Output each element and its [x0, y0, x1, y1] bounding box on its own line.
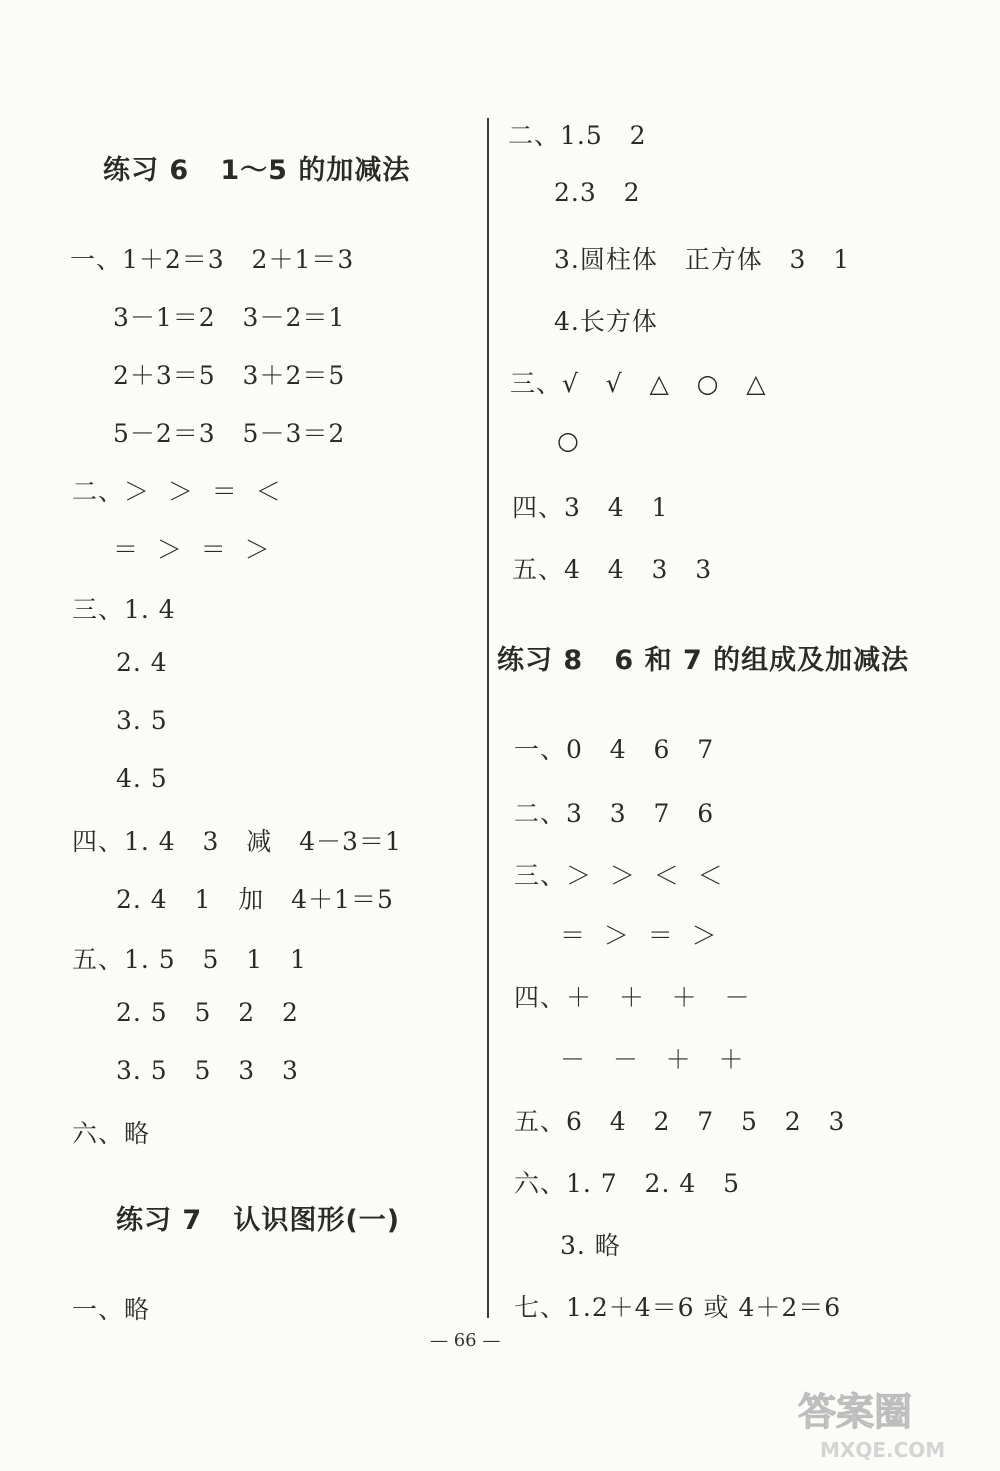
- answer-line: 三、√ √ △ ○ △: [510, 369, 767, 398]
- answer-line: 2. 4 1 加 4＋1＝5: [116, 885, 394, 914]
- answer-line: 3.圆柱体 正方体 3 1: [554, 245, 851, 274]
- answer-line: 3. 5 5 3 3: [116, 1056, 299, 1085]
- answer-line: 3. 略: [560, 1231, 621, 1260]
- answer-line: 四、1. 4 3 减 4－3＝1: [72, 827, 402, 856]
- svg-text:答案圈: 答案圈: [798, 1390, 913, 1434]
- answer-line: 六、略: [72, 1119, 151, 1148]
- answer-line: 五、1. 5 5 1 1: [72, 945, 307, 974]
- answer-line: 二、1.5 2: [508, 121, 647, 150]
- answer-line: 一、0 4 6 7: [514, 735, 715, 764]
- answer-line: 一、1＋2＝3 2＋1＝3: [70, 245, 355, 274]
- answer-line: 四、3 4 1: [512, 493, 669, 522]
- answer-line: 5－2＝3 5－3＝2: [113, 419, 346, 448]
- answer-line: 2. 5 5 2 2: [116, 998, 299, 1027]
- answer-line: 2.3 2: [554, 178, 641, 207]
- answer-line: 六、1. 7 2. 4 5: [514, 1169, 740, 1198]
- answer-line: ○: [557, 426, 580, 455]
- column-divider: [487, 118, 489, 1318]
- answer-line: 2＋3＝5 3＋2＝5: [113, 361, 346, 390]
- answer-line: 五、4 4 3 3: [512, 555, 713, 584]
- exercise-7-heading: 练习 7 认识图形(一): [116, 1205, 401, 1236]
- answer-line: 3－1＝2 3－2＝1: [113, 303, 346, 332]
- answer-line: 七、1.2＋4＝6 或 4＋2＝6: [514, 1293, 842, 1322]
- answer-line: 3. 5: [116, 706, 168, 735]
- answer-line: 4.长方体: [554, 307, 658, 336]
- watermark-logo: [790, 1385, 990, 1465]
- answer-line: 二、＞ ＞ ＝ ＜: [72, 477, 282, 506]
- page-number: — 66 —: [430, 1330, 501, 1351]
- answer-line: 五、6 4 2 7 5 2 3: [514, 1107, 846, 1136]
- answer-line: 三、1. 4: [72, 595, 176, 624]
- answer-line: 二、3 3 7 6: [514, 799, 715, 828]
- answer-line: 4. 5: [116, 764, 168, 793]
- answer-line: 三、＞ ＞ ＜ ＜: [514, 861, 724, 890]
- answer-line: ＝ ＞ ＝ ＞: [560, 921, 718, 950]
- answer-line: ＝ ＞ ＝ ＞: [113, 535, 271, 564]
- answer-line: 2. 4: [116, 648, 168, 677]
- answer-line: 一、略: [72, 1295, 151, 1324]
- svg-text:MXQE.COM: MXQE.COM: [820, 1438, 946, 1462]
- exercise-6-heading: 练习 6 1～5 的加减法: [103, 155, 411, 186]
- answer-line: 四、＋ ＋ ＋ －: [514, 983, 751, 1012]
- exercise-8-heading: 练习 8 6 和 7 的组成及加减法: [497, 645, 910, 676]
- answer-line: － － ＋ ＋: [560, 1045, 745, 1074]
